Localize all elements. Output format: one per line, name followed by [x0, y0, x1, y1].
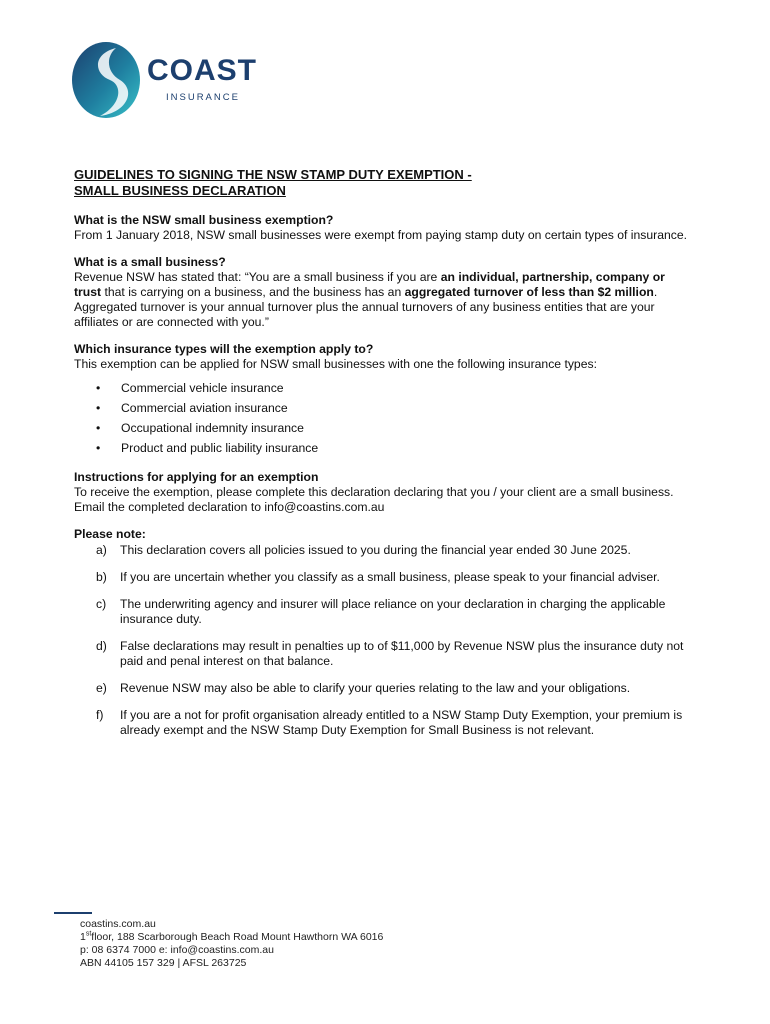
list-item	[74, 421, 694, 436]
note-item	[74, 639, 694, 669]
list-item-text: Product and public liability insurance	[121, 441, 319, 455]
page-title	[74, 167, 694, 199]
coast-logo	[70, 40, 270, 122]
bold-run: an individual, partnership, company or trust	[74, 270, 665, 299]
section-heading: Please note:	[74, 527, 146, 541]
note-label: e)	[96, 681, 107, 695]
logo-swirl-icon	[70, 40, 142, 122]
section-heading: Instructions for applying for an exemption	[74, 470, 319, 484]
section-text	[74, 270, 694, 330]
note-item	[74, 597, 694, 627]
bullet-icon: •	[96, 441, 101, 455]
address-ordinal: st	[85, 930, 92, 938]
note-label: c)	[96, 597, 107, 611]
list-item	[74, 441, 694, 456]
section-notes	[74, 527, 694, 738]
text-run: that is carrying on a business, and the business has an	[101, 285, 405, 299]
list-item-text: Occupational indemnity insurance	[121, 421, 304, 435]
document-body	[74, 167, 694, 750]
bold-run: aggregated turnover of less than $2 million	[404, 285, 654, 299]
note-text: If you are uncertain whether you classify as a small business, please speak to your financial adviser.	[120, 570, 660, 584]
logo-sub-text: INSURANCE	[166, 92, 240, 103]
note-item	[74, 708, 694, 738]
note-label: d)	[96, 639, 107, 653]
section-insurance-types	[74, 342, 694, 456]
text-run: . Aggregated turnover is your annual turnover plus the annual turnovers of any business entities that are your affiliates or are connected with you.”	[74, 285, 658, 329]
section-exemption	[74, 213, 694, 243]
text-run: Revenue NSW has stated that: “You are a small business if you are	[74, 270, 441, 284]
footer-contact: p: 08 6374 7000 e: info@coastins.com.au	[80, 944, 274, 956]
note-label: a)	[96, 543, 107, 557]
note-text: False declarations may result in penalties up to of $11,000 by Revenue NSW plus the insurance duty not paid and penal interest on that balance.	[120, 639, 684, 668]
section-heading: What is the NSW small business exemption?	[74, 213, 334, 227]
title-line-2: SMALL BUSINESS DECLARATION	[74, 183, 286, 198]
note-text: This declaration covers all policies issued to you during the financial year ended 30 June 2025.	[120, 543, 631, 557]
note-item	[74, 570, 694, 585]
note-text: If you are a not for profit organisation already entitled to a NSW Stamp Duty Exemption, your premium is already exempt and the NSW Stamp Duty Exemption for Small Business is not relevant.	[120, 708, 683, 737]
footer-website: coastins.com.au	[80, 918, 156, 930]
insurance-type-list	[74, 381, 694, 456]
bullet-icon: •	[96, 401, 101, 415]
bullet-icon: •	[96, 381, 101, 395]
section-text: From 1 January 2018, NSW small businesses were exempt from paying stamp duty on certain types of insurance.	[74, 228, 688, 242]
note-text: Revenue NSW may also be able to clarify your queries relating to the law and your obligations.	[120, 681, 631, 695]
footer-abn: ABN 44105 157 329 | AFSL 263725	[80, 957, 247, 969]
section-small-business	[74, 255, 694, 330]
list-item-text: Commercial vehicle insurance	[121, 381, 284, 395]
footer-address	[80, 931, 454, 943]
page-footer	[54, 912, 454, 970]
note-label: b)	[96, 570, 107, 584]
bullet-icon: •	[96, 421, 101, 435]
section-heading: What is a small business?	[74, 255, 226, 269]
section-heading: Which insurance types will the exemption apply to?	[74, 342, 374, 356]
list-item-text: Commercial aviation insurance	[121, 401, 288, 415]
title-line-1: GUIDELINES TO SIGNING THE NSW STAMP DUTY EXEMPTION -	[74, 167, 472, 182]
note-item	[74, 543, 694, 558]
note-text: The underwriting agency and insurer will place reliance on your declaration in charging the applicable insurance duty.	[120, 597, 666, 626]
address-text: floor, 188 Scarborough Beach Road Mount Hawthorn WA 6016	[91, 931, 384, 943]
section-text: To receive the exemption, please complete this declaration declaring that you / your client are a small business. Email the completed declaration to info@coastins.com.au	[74, 485, 674, 514]
address-number: 1	[80, 931, 86, 943]
list-item	[74, 401, 694, 416]
logo-brand-text: COAST	[147, 54, 257, 87]
note-item	[74, 681, 694, 696]
list-item	[74, 381, 694, 396]
footer-rule	[54, 912, 92, 914]
section-text: This exemption can be applied for NSW small businesses with one the following insurance types:	[74, 357, 597, 371]
section-instructions	[74, 470, 694, 515]
note-label: f)	[96, 708, 104, 722]
